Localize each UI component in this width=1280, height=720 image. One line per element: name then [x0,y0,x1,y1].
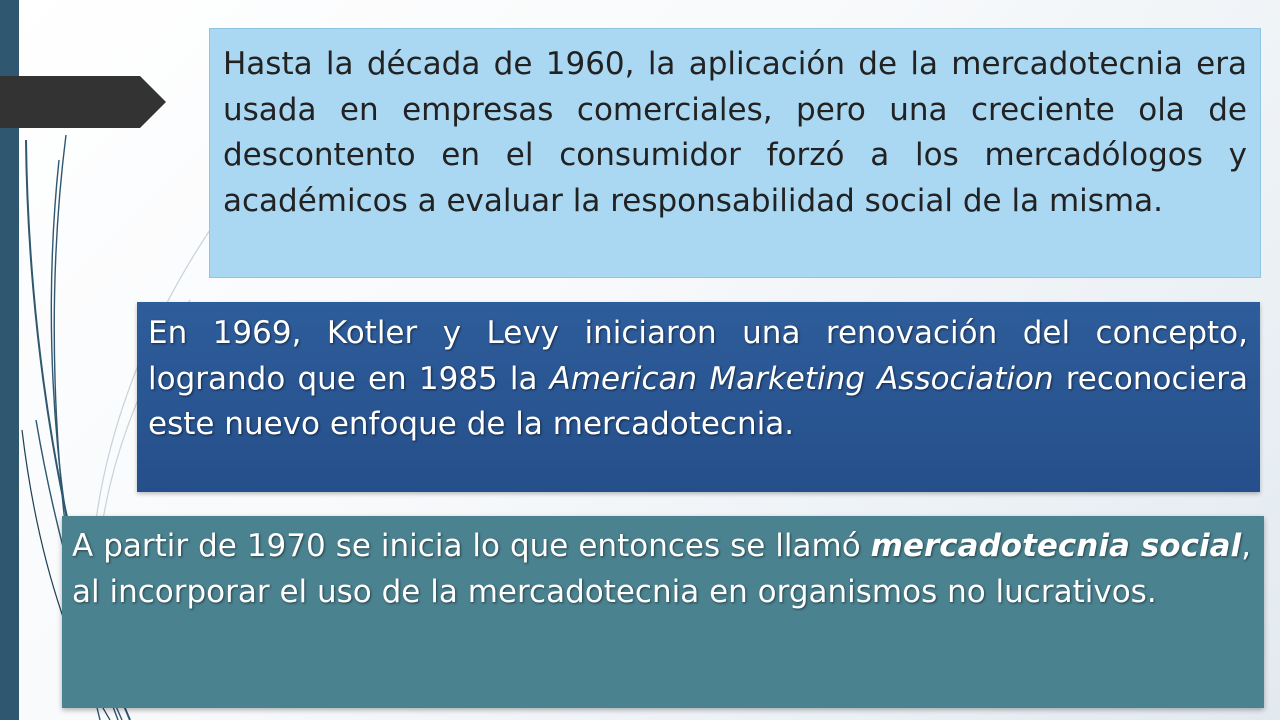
paragraph-1960: Hasta la década de 1960, la aplicación de la mercadotecnia era usada en empresas comerciales, pero una creciente ola de descontento en el consumidor forzó a los mercadólogos y académicos a evaluar la responsabilidad social de la misma. [223,46,1247,219]
info-box-1970 [62,516,1264,708]
ama-italic-text: American Marketing Association [549,360,1054,397]
social-marketing-emphasis: mercadotecnia social [870,528,1242,564]
paragraph-1970 [72,524,1251,615]
info-box-1960 [209,28,1261,278]
paragraph-1970-part2: , al incorporar el uso de la mercadotecnia en organismos no lucrativos. [72,528,1251,610]
paragraph-1970-part1: A partir de 1970 se inicia lo que entonces se llamó [72,528,871,564]
paragraph-1969-part2: reconociera este nuevo enfoque de la mercadotecnia. [148,360,1248,442]
paragraph-1969 [148,311,1248,448]
arrow-tag-shape [0,76,166,128]
info-box-1969 [137,302,1260,492]
paragraph-1969-part1: En 1969, Kotler y Levy iniciaron una renovación del concepto, logrando que en 1985 la [148,315,1248,397]
